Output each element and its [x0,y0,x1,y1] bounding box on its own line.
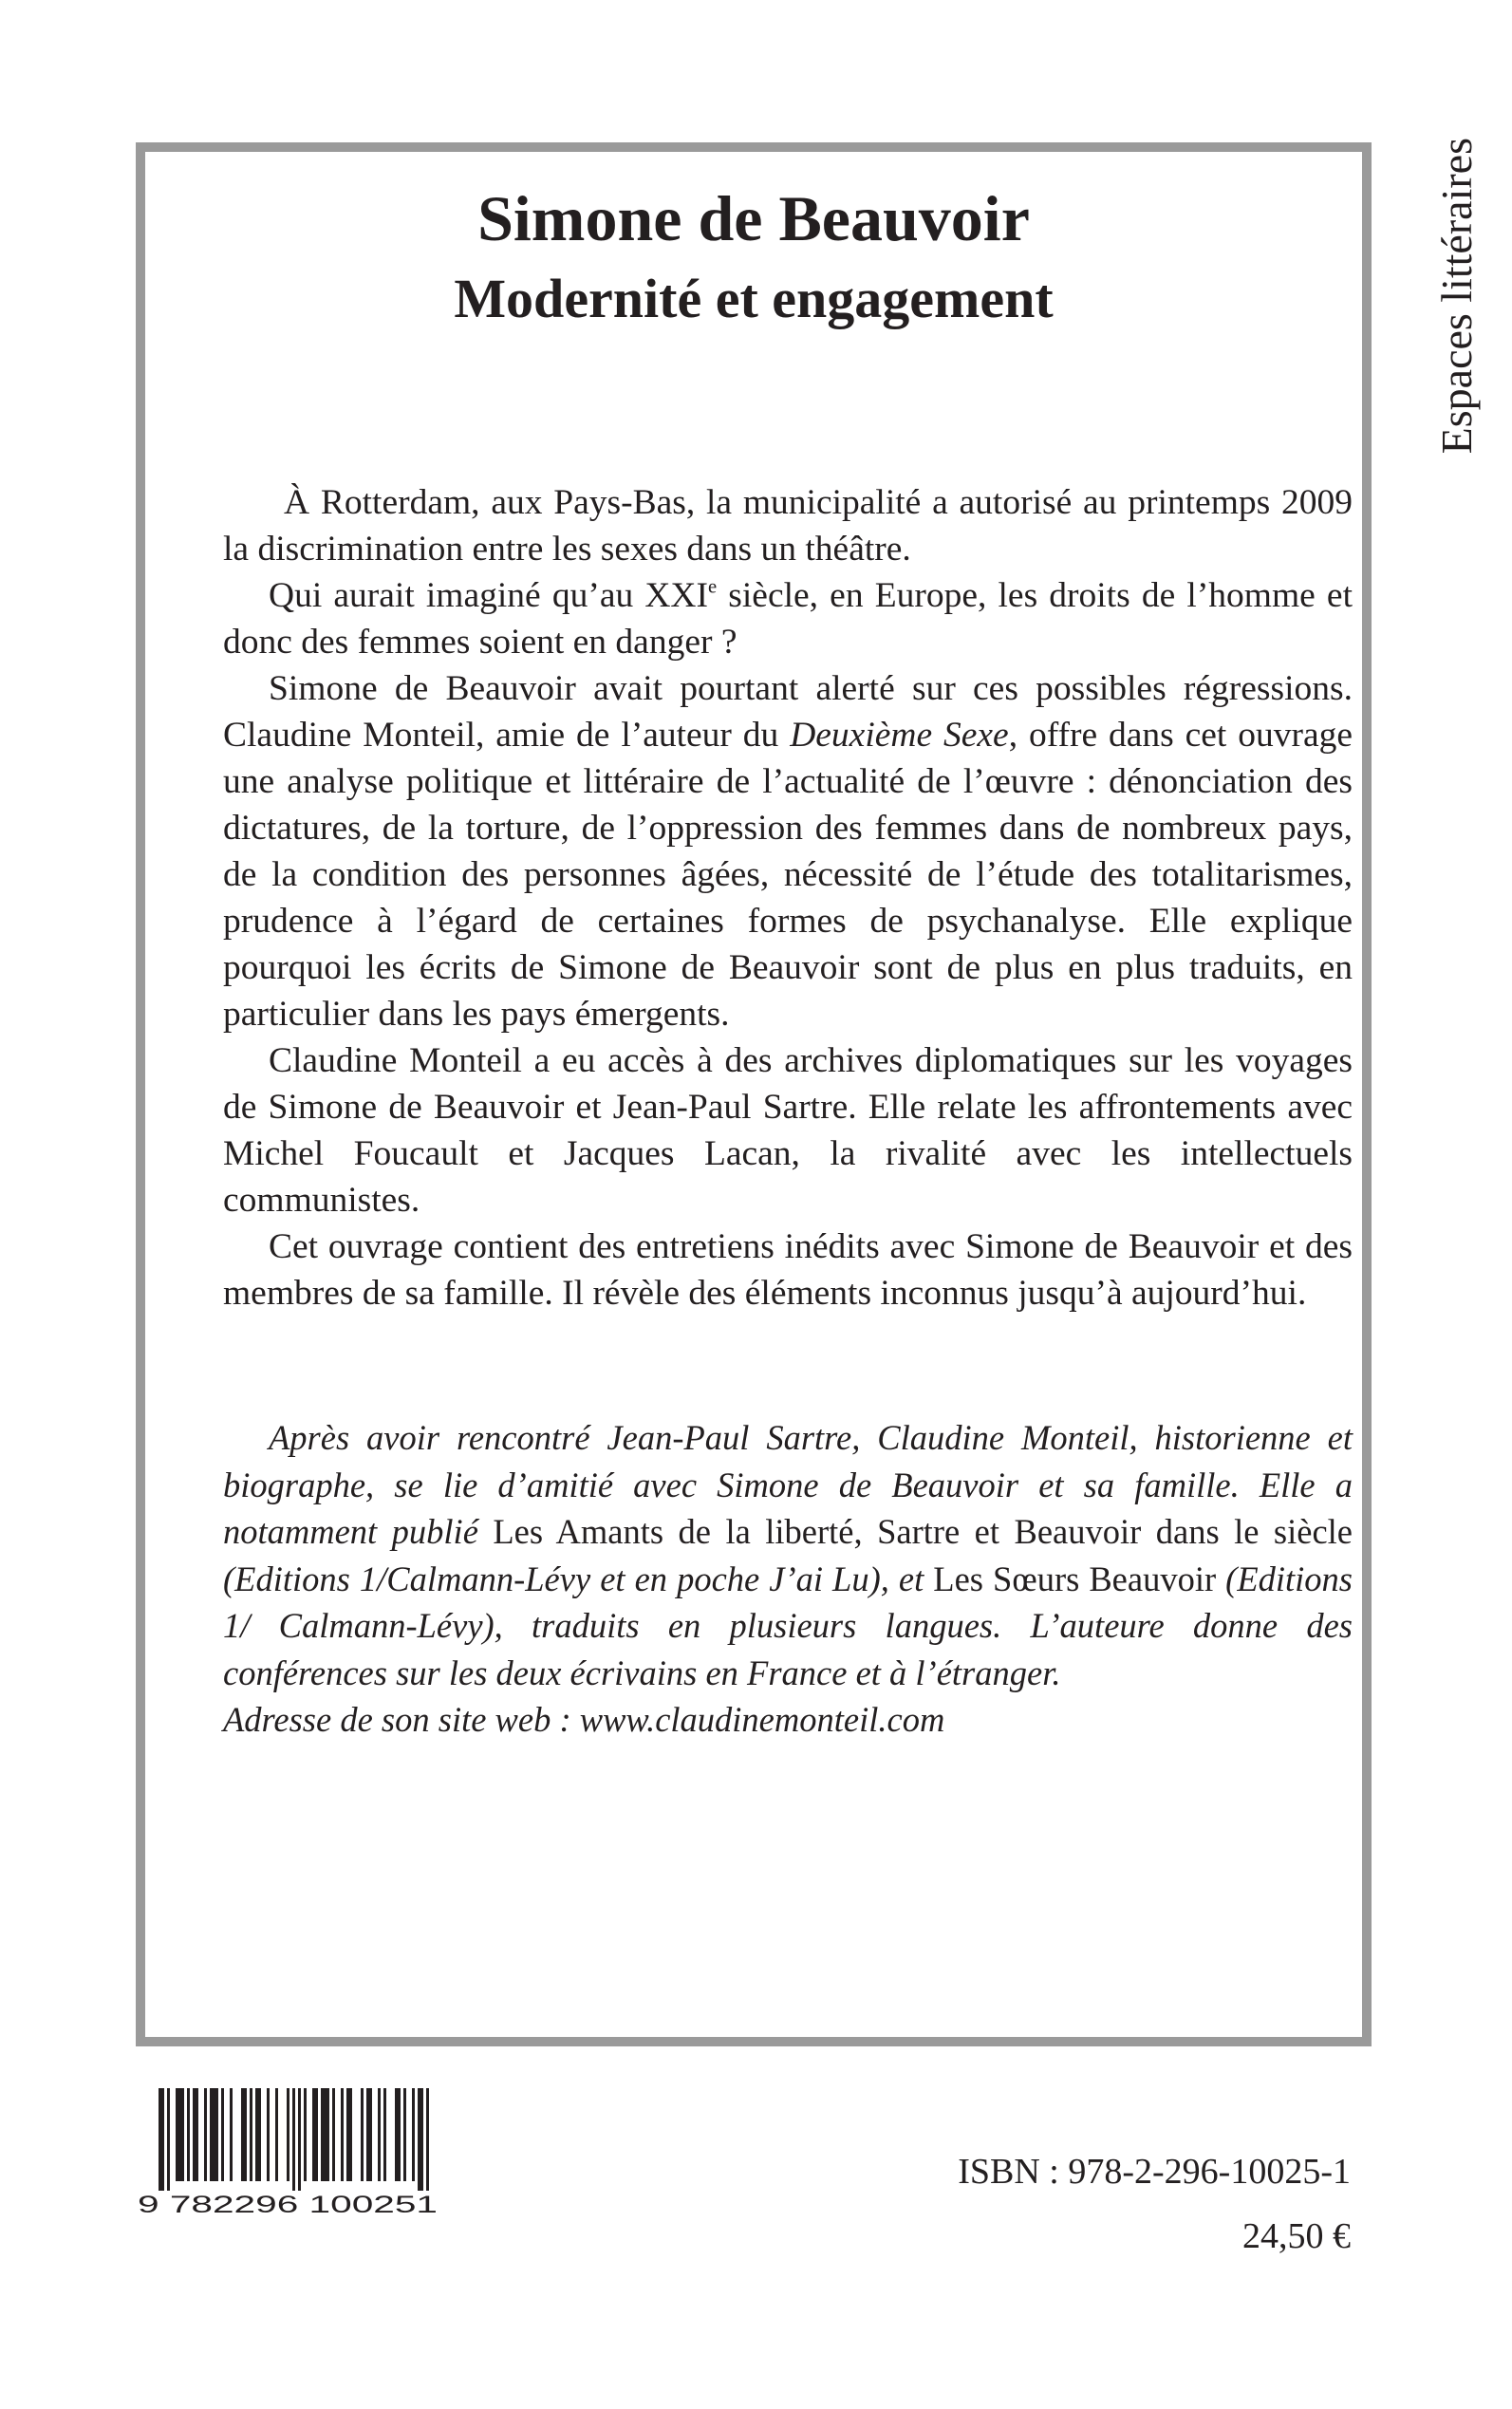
barcode-bar [321,2088,329,2181]
barcode-bar [167,2088,170,2191]
barcode-bar [341,2088,344,2181]
author-bio-paragraph: Après avoir rencontré Jean-Paul Sartre, Claudine Monteil, historienne et biographe, se lie d’amitié avec Simone de Beauvoir et sa famille. Elle a notamment publié Les Amants de la liberté, Sartre et Beauvoir dans le siècle (Editions 1/Calmann-Lévy et en poche J’ai Lu), et Les Sœurs Beauvoir (Editions 1/ Calmann-Lévy), traduits en plusieurs langues. L’auteure donne des conférences sur les deux écrivains en France et à l’étranger. [223,1418,1353,1692]
author-bio [223,1414,1353,1696]
isbn: ISBN : 978-2-296-10025-1 [958,2152,1351,2192]
book-title: Simone de Beauvoir [477,182,1030,254]
barcode-bar [366,2088,372,2181]
barcode-bar [255,2088,261,2181]
back-cover-frame [136,142,1372,2046]
summary-paragraph-5: Cet ouvrage contient des entretiens inédits avec Simone de Beauvoir et des membres de sa famille. Il révèle des éléments inconnus jusqu’à aujourd’hui. [223,1227,1353,1313]
barcode-bar [287,2088,289,2181]
barcode-bar [292,2088,295,2191]
barcode-bar [403,2088,406,2181]
barcode-bar [378,2088,381,2181]
barcode-bar [221,2088,224,2181]
author-website: Adresse de son site web : www.claudinemonteil.com [223,1700,945,1739]
barcode-bar [383,2088,386,2181]
series-name: Espaces littéraires [1432,138,1481,455]
barcode-bar [395,2088,401,2181]
summary-paragraph-2: Qui aurait imaginé qu’au XXIe siècle, en Europe, les droits de l’homme et donc des femmes soient en danger ? [223,576,1353,662]
barcode-bar [418,2088,423,2191]
book-subtitle: Modernité et engagement [454,268,1054,329]
barcode [138,2088,441,2216]
book-reference: Deuxième Sexe [790,716,1009,755]
price: 24,50 € [1242,2216,1351,2256]
barcode-bar [426,2088,429,2191]
barcode-bar [298,2088,301,2191]
barcode-bar [241,2088,247,2181]
barcode-bar [187,2088,190,2181]
barcode-bar [230,2088,233,2181]
barcode-bar [312,2088,318,2181]
barcode-bar [159,2088,164,2191]
summary-text [223,479,1353,1317]
barcode-bars [159,2088,429,2191]
barcode-bar [210,2088,218,2181]
barcode-bar [267,2088,270,2181]
barcode-bar [346,2088,352,2181]
book-title-1: Les Amants de la liberté, Sartre et Beauvoir dans le siècle [493,1512,1353,1551]
barcode-bar [193,2088,198,2181]
summary-paragraph-3: Simone de Beauvoir avait pourtant alerté sur ces possibles régressions. Claudine Monteil, amie de l’auteur du Deuxième Sexe, offre dans cet ouvrage une analyse politique et littéraire de l’actualité de l’œuvre : dénonciation des dictatures, de la torture, de l’oppression des femmes dans de nombreux pays, de la condition des personnes âgées, nécessité de l’étude des totalitarismes, prudence à l’égard de certaines formes de psychanalyse. Elle explique pourquoi les écrits de Simone de Beauvoir sont de plus en plus traduits, en particulier dans les pays émergents. [223,669,1353,1034]
barcode-bar [332,2088,335,2181]
book-title-2: Les Sœurs Beauvoir [933,1559,1217,1598]
summary-paragraph-4: Claudine Monteil a eu accès à des archives diplomatiques sur les voyages de Simone de Beauvoir et Jean-Paul Sartre. Elle relate les affrontements avec Michel Foucault et Jacques Lacan, la rivalité avec les intellectuels communistes. [223,1041,1353,1220]
barcode-bar [361,2088,364,2181]
barcode-bar [304,2088,307,2181]
barcode-bar [176,2088,184,2181]
barcode-bar [412,2088,415,2181]
summary-paragraph-1: À Rotterdam, aux Pays-Bas, la municipalité a autorisé au printemps 2009 la discrimination entre les sexes dans un théâtre. [223,483,1353,569]
barcode-number: 9 782296 100251 [138,2192,438,2216]
barcode-bar [204,2088,207,2181]
barcode-bar [250,2088,252,2181]
barcode-bar [275,2088,278,2181]
